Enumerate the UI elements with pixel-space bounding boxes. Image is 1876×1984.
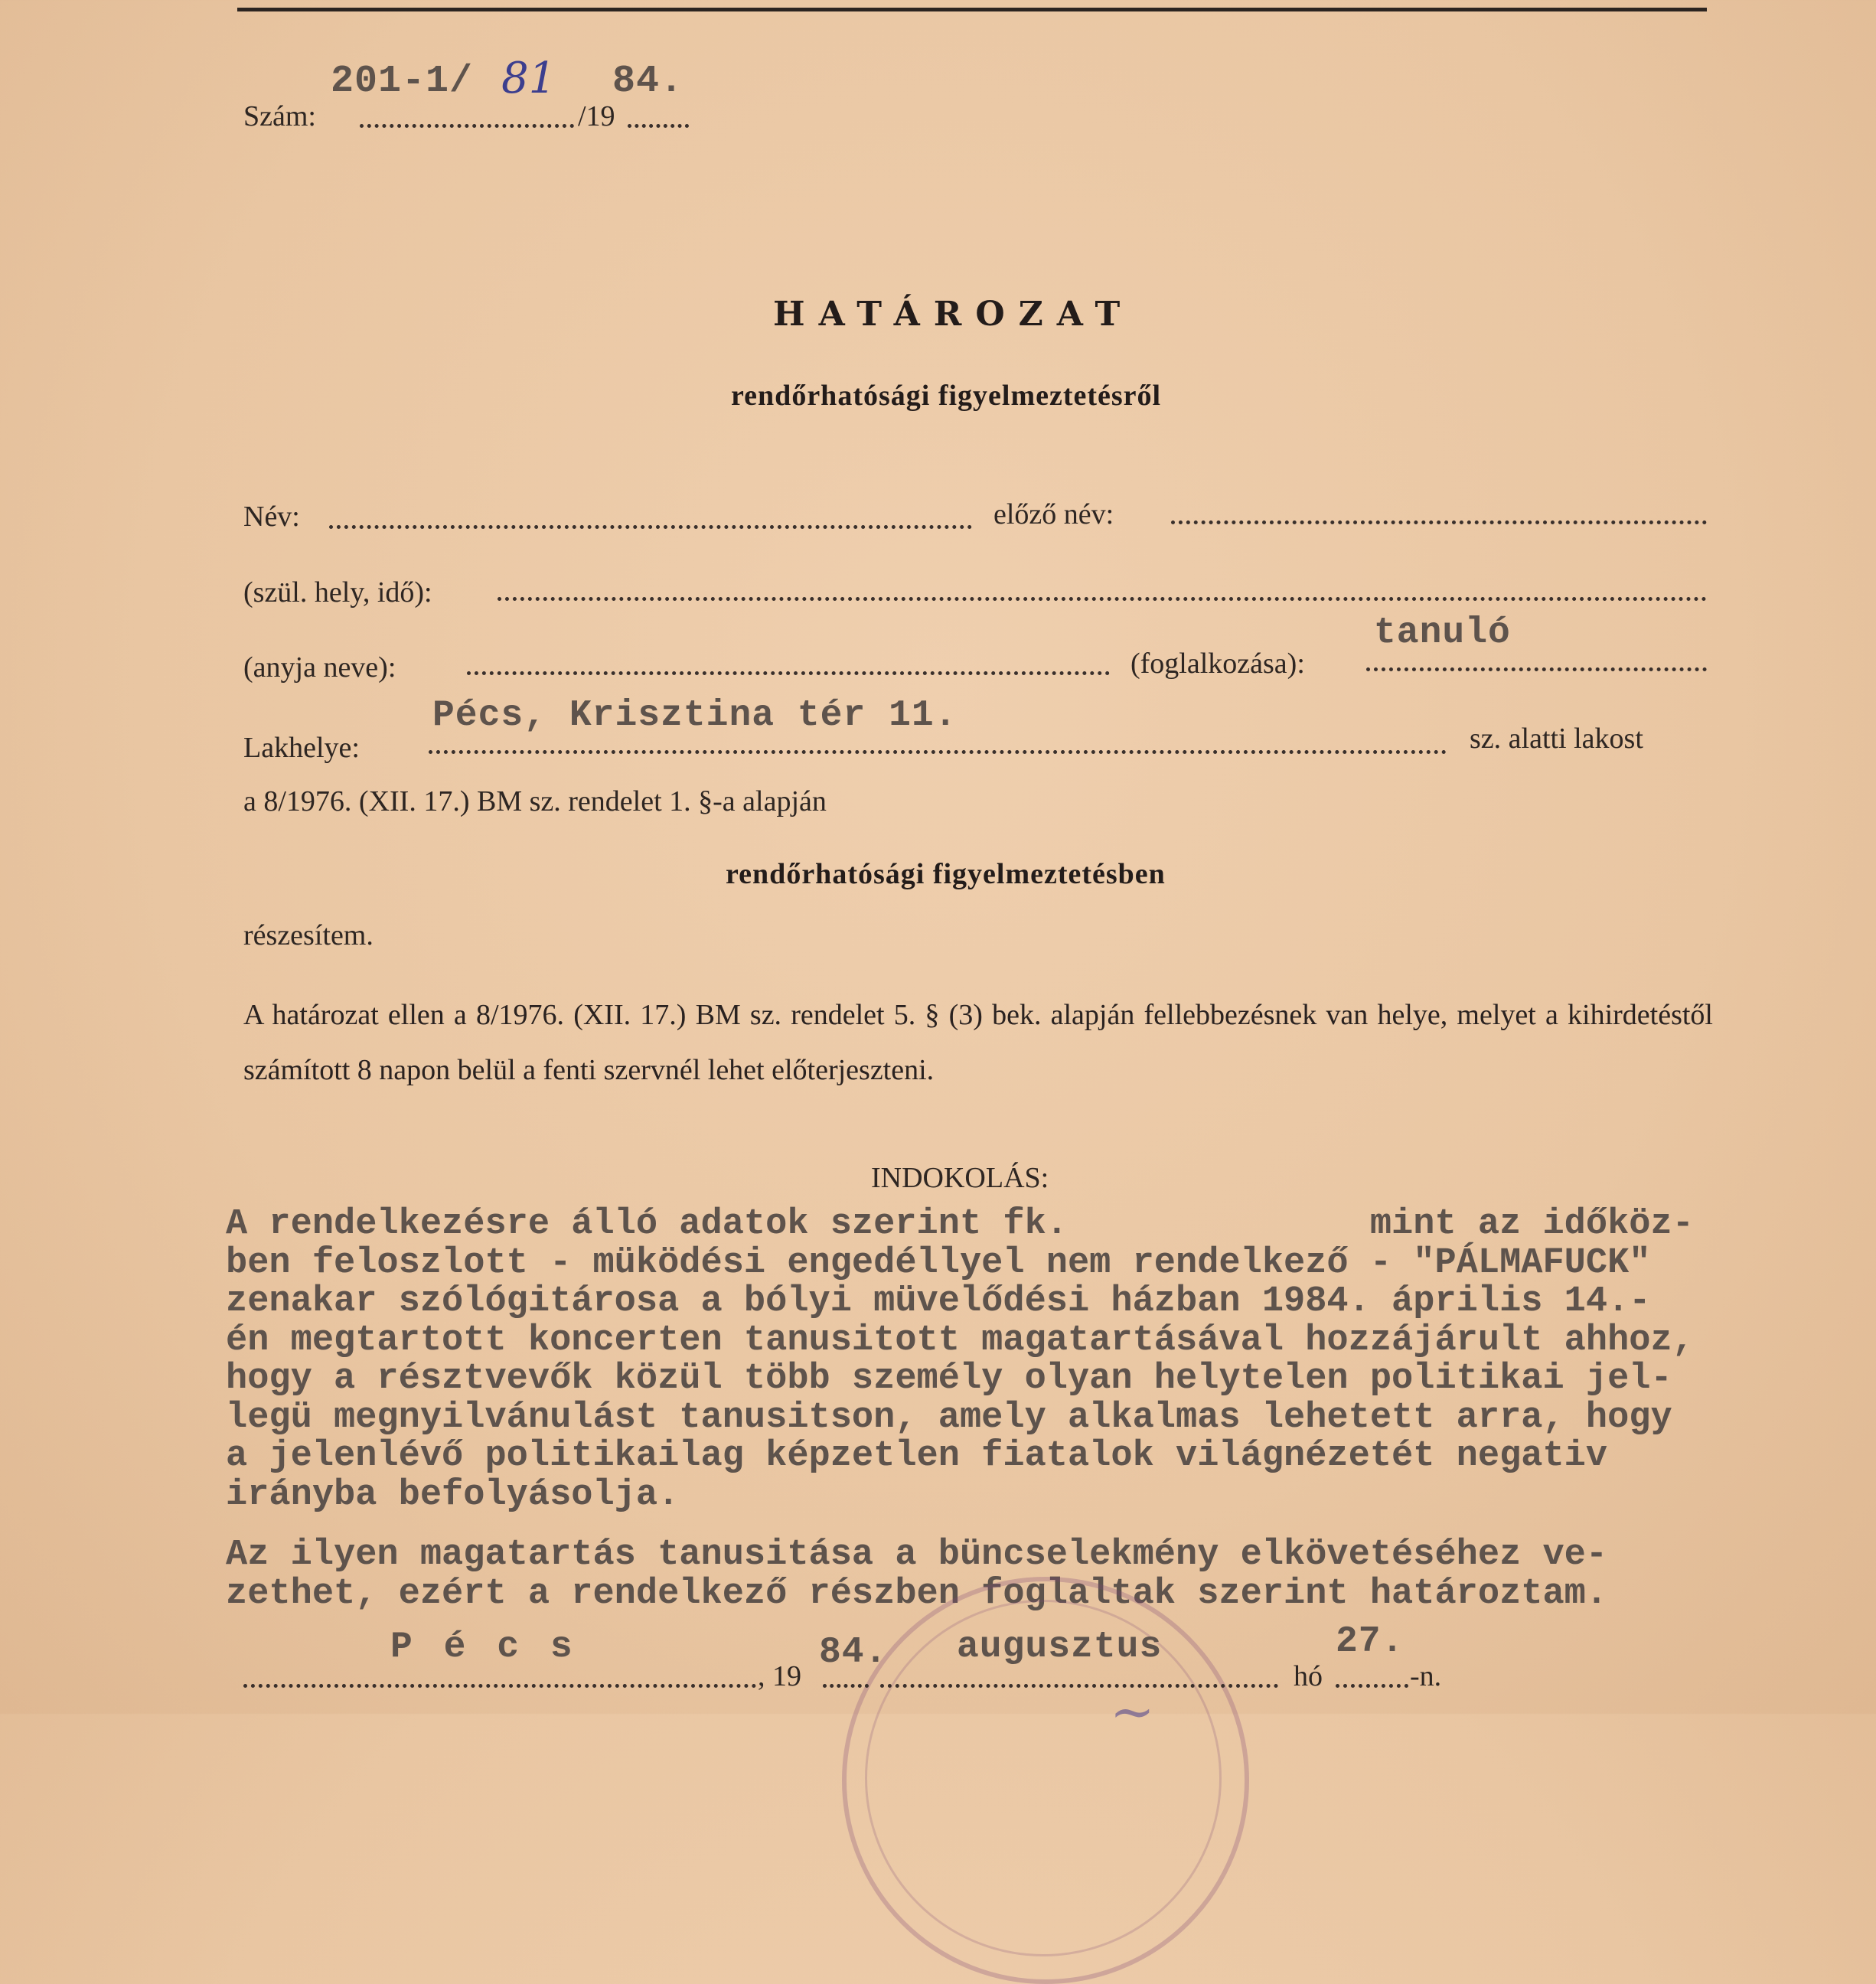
indokolas-heading: INDOKOLÁS:: [871, 1162, 1049, 1194]
anyja-label: (anyja neve):: [243, 651, 396, 684]
szam-year-dots: [628, 124, 689, 128]
footer-year-prefix: , 19: [758, 1660, 801, 1692]
foglalkozas-value: tanuló: [1374, 612, 1511, 654]
szam-label: Szám:: [243, 100, 316, 132]
footer-place-dots: [243, 1684, 756, 1688]
top-rule: [237, 8, 1707, 11]
elozo-nev-label: előző név:: [993, 498, 1114, 530]
page-title: HATÁROZAT: [773, 295, 1134, 334]
nev-dots: [329, 525, 972, 529]
lakhely-dots: [429, 750, 1447, 754]
szul-label: (szül. hely, idő):: [243, 576, 432, 609]
rendelet-line: a 8/1976. (XII. 17.) BM sz. rendelet 1. §-a alapján: [243, 785, 827, 817]
footer-year-dots: [823, 1684, 869, 1688]
nev-label: Név:: [243, 501, 300, 533]
footer-month-dots: [880, 1684, 1278, 1688]
footer-ho-label: hó: [1294, 1660, 1323, 1692]
page-subtitle: rendőrhatósági figyelmeztetésről: [731, 380, 1162, 412]
lakhely-label: Lakhelye:: [243, 732, 360, 764]
indokolas-paragraph-2: Az ilyen magatartás tanusitása a büncselekmény elkövetéséhez ve- zethet, ezért a rendelkező részben foglaltak szerint határoztam.: [226, 1535, 1608, 1614]
footer-place: P é c s: [390, 1627, 577, 1668]
footer-n-suffix: -n.: [1410, 1660, 1442, 1692]
reszesitem-text: részesítem.: [243, 919, 374, 951]
footer-day: 27.: [1336, 1621, 1405, 1663]
foglalkozas-label: (foglalkozása):: [1130, 648, 1305, 680]
szam-dots: [360, 124, 574, 128]
footer-day-dots: [1336, 1684, 1408, 1688]
szam-year-typed: 84.: [612, 60, 684, 103]
footer-month: augusztus: [957, 1627, 1163, 1668]
elozo-nev-dots: [1171, 520, 1707, 524]
indokolas-paragraph-1: A rendelkezésre álló adatok szerint fk. mint az időköz- ben feloszlott - müködési engedéllyel nem rendelkező - "PÁLMAFUCK" zenakar szólógitárosa a bólyi müvelődési házban 1984. április 14.- én megtartott koncerten tanusitott magatartásával hozzájárult ahhoz, hogy a résztvevők közül több személy olyan helytelen politikai jel- legü megnyilvánulást tanusitson, amely alkalmas lehetett arra, hogy a jelenlévő politikailag képzetlen fiatalok világnézetét negativ irányba befolyásolja.: [226, 1204, 1694, 1516]
heading-figyelmeztetesben: rendőrhatósági figyelmeztetésben: [726, 858, 1166, 890]
appeal-paragraph: A határozat ellen a 8/1976. (XII. 17.) BM sz. rendelet 5. § (3) bek. alapján fellebbezésnek van helye, melyet a kihirdetéstől számított 8 napon belül a fenti szervnél lehet előterjeszteni.: [243, 999, 1713, 1086]
lakhely-suffix: sz. alatti lakost: [1470, 723, 1643, 755]
szam-handwritten: 81: [501, 54, 556, 103]
footer-year: 84.: [819, 1632, 888, 1673]
anyja-dots: [467, 671, 1110, 675]
lakhely-value: Pécs, Krisztina tér 11.: [432, 695, 958, 736]
szul-dots: [498, 597, 1707, 601]
signature-mark: ~: [1110, 1680, 1155, 1743]
szam-year-prefix: /19: [578, 100, 615, 132]
foglalkozas-dots: [1366, 667, 1707, 671]
szam-typed: 201-1/: [331, 60, 474, 103]
